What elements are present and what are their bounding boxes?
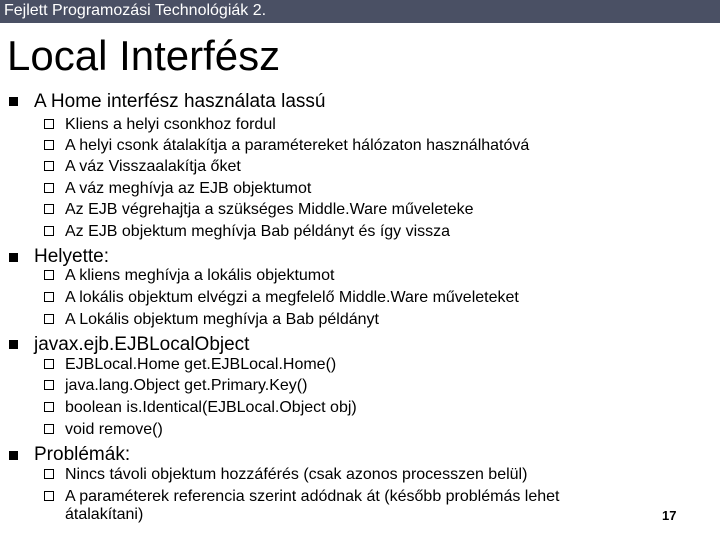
list-item: void remove() bbox=[65, 421, 163, 438]
list-item: A Lokális objektum meghívja a Bab példányt bbox=[65, 311, 379, 328]
hollow-square-bullet-icon bbox=[44, 469, 54, 479]
header-title: Fejlett Programozási Technológiák 2. bbox=[4, 2, 267, 19]
section-heading: Problémák: bbox=[34, 444, 131, 465]
hollow-square-bullet-icon bbox=[44, 161, 54, 171]
list-item: Az EJB objektum meghívja Bab példányt és így vissza bbox=[65, 223, 451, 240]
hollow-square-bullet-icon bbox=[44, 292, 54, 302]
list-item: A váz meghívja az EJB objektumot bbox=[65, 180, 312, 197]
list-item: A paraméterek referencia szerint adódnak át (később problémás lehet bbox=[65, 488, 560, 505]
list-item: A lokális objektum elvégzi a megfelelő Middle.Ware műveleteket bbox=[65, 289, 519, 306]
page-number: 17 bbox=[662, 508, 677, 523]
list-item: java.lang.Object get.Primary.Key() bbox=[65, 377, 308, 394]
square-bullet-icon bbox=[9, 97, 18, 106]
list-item: EJBLocal.Home get.EJBLocal.Home() bbox=[65, 356, 337, 373]
list-item: A kliens meghívja a lokális objektumot bbox=[65, 267, 335, 284]
hollow-square-bullet-icon bbox=[44, 359, 54, 369]
section-heading: Helyette: bbox=[34, 246, 109, 267]
square-bullet-icon bbox=[9, 253, 18, 262]
square-bullet-icon bbox=[9, 340, 18, 349]
slide-title: Local Interfész bbox=[7, 32, 281, 79]
list-item: Kliens a helyi csonkhoz fordul bbox=[65, 116, 276, 133]
hollow-square-bullet-icon bbox=[44, 270, 54, 280]
hollow-square-bullet-icon bbox=[44, 424, 54, 434]
hollow-square-bullet-icon bbox=[44, 491, 54, 501]
hollow-square-bullet-icon bbox=[44, 314, 54, 324]
list-item: Az EJB végrehajtja a szükséges Middle.Ware műveleteke bbox=[65, 201, 474, 218]
list-item-continuation: átalakítani) bbox=[65, 506, 144, 523]
hollow-square-bullet-icon bbox=[44, 140, 54, 150]
list-item: A váz Visszaalakítja őket bbox=[65, 158, 241, 175]
square-bullet-icon bbox=[9, 451, 18, 460]
list-item: boolean is.Identical(EJBLocal.Object obj) bbox=[65, 399, 357, 416]
hollow-square-bullet-icon bbox=[44, 183, 54, 193]
list-item: A helyi csonk átalakítja a paramétereket hálózaton használhatóvá bbox=[65, 137, 530, 154]
hollow-square-bullet-icon bbox=[44, 204, 54, 214]
section-heading: A Home interfész használata lassú bbox=[34, 91, 326, 112]
hollow-square-bullet-icon bbox=[44, 402, 54, 412]
hollow-square-bullet-icon bbox=[44, 226, 54, 236]
section-heading: javax.ejb.EJBLocalObject bbox=[34, 334, 250, 355]
list-item: Nincs távoli objektum hozzáférés (csak azonos processzen belül) bbox=[65, 466, 528, 483]
hollow-square-bullet-icon bbox=[44, 380, 54, 390]
hollow-square-bullet-icon bbox=[44, 119, 54, 129]
